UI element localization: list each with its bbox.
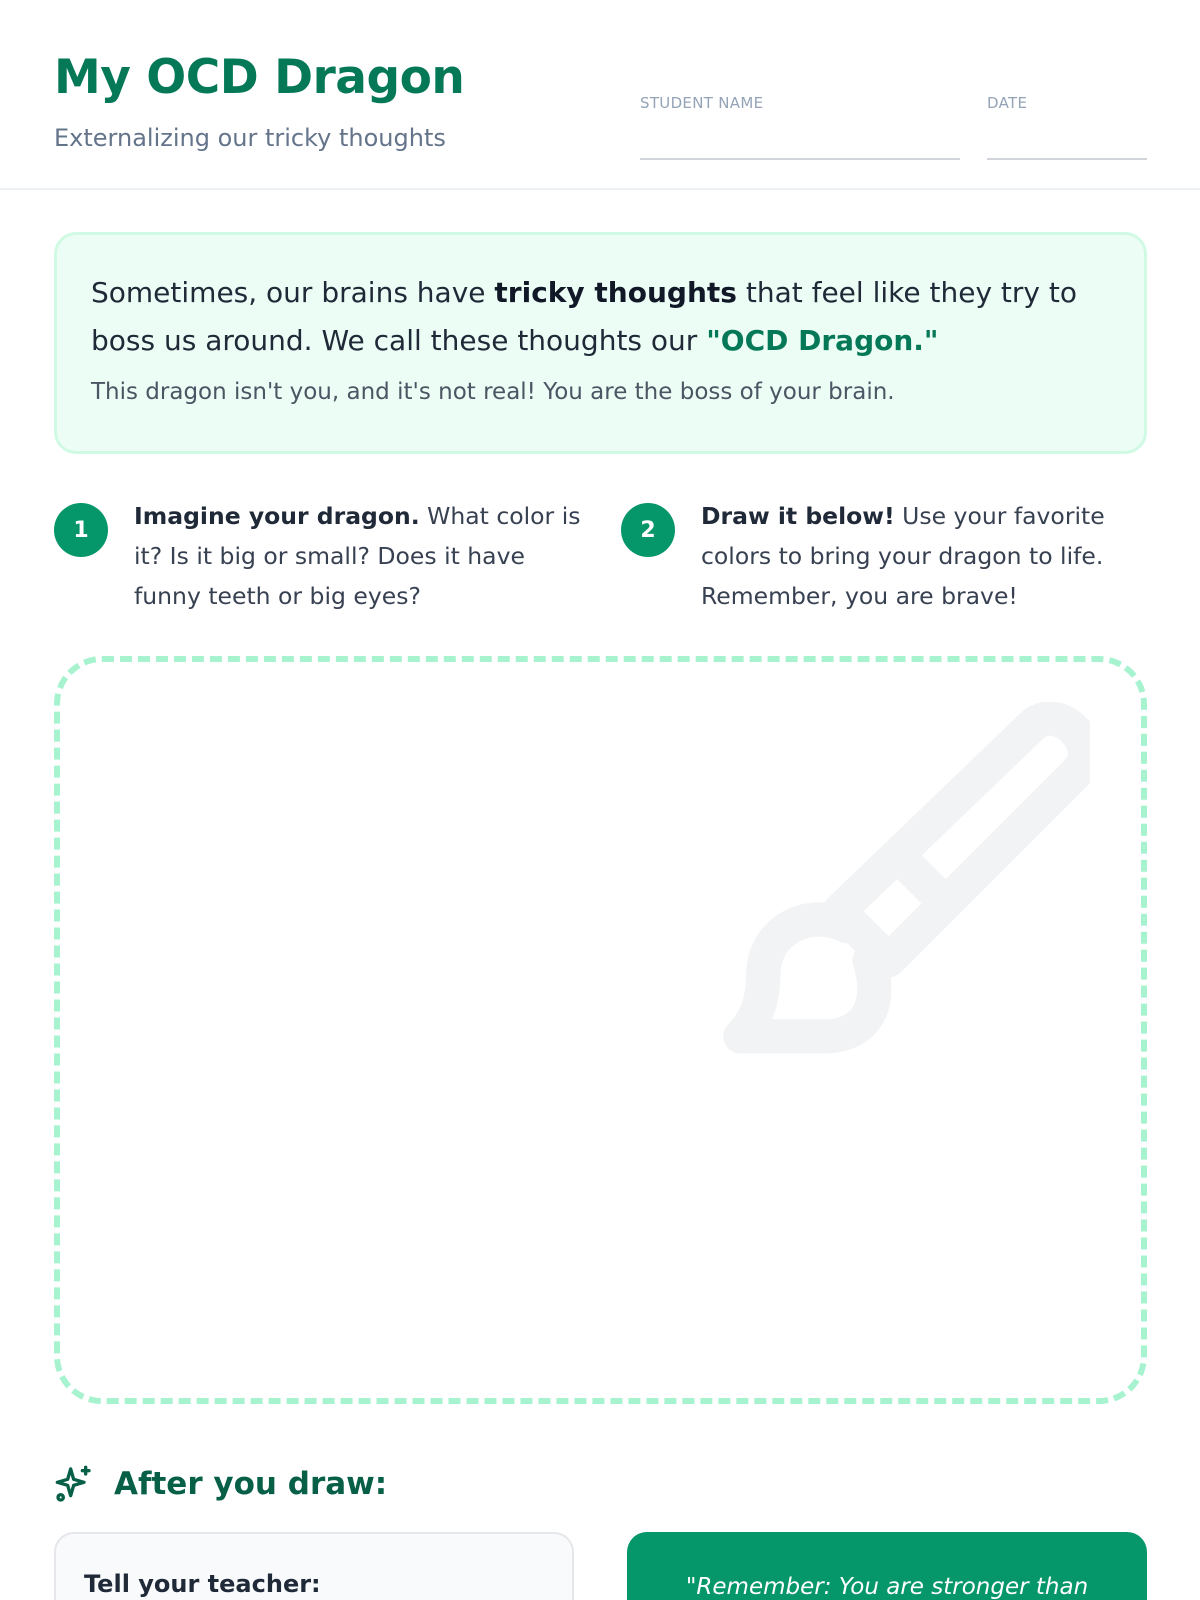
reminder-quote: "Remember: You are stronger than	[685, 1574, 1089, 1600]
step-number-badge: 1	[54, 503, 108, 557]
date-field[interactable]	[987, 94, 1147, 112]
student-name-line	[640, 158, 960, 160]
step-number-badge: 2	[621, 503, 675, 557]
student-name-label: STUDENT NAME	[640, 94, 764, 112]
intro-dragon-term: "OCD Dragon."	[706, 324, 939, 357]
paintbrush-icon	[710, 702, 1090, 1082]
intro-main-text	[91, 269, 1110, 365]
intro-bold-phrase: tricky thoughts	[494, 276, 737, 309]
step-lead: Imagine your dragon.	[134, 502, 420, 530]
step-text	[701, 496, 1151, 616]
reminder-quote-card	[627, 1532, 1147, 1600]
worksheet-header	[0, 0, 1200, 190]
page-subtitle: Externalizing our tricky thoughts	[54, 124, 446, 152]
page-title: My OCD Dragon	[54, 50, 465, 105]
step-lead: Draw it below!	[701, 502, 895, 530]
step-text	[134, 496, 584, 616]
student-name-field[interactable]	[640, 94, 960, 112]
intro-box	[54, 232, 1147, 454]
drawing-area[interactable]	[54, 656, 1147, 1404]
sparkles-icon	[54, 1464, 94, 1504]
after-title: After you draw:	[114, 1466, 388, 1502]
tell-teacher-title: Tell your teacher:	[84, 1570, 321, 1598]
intro-text-b: that feel like they try to boss us around. We call these thoughts our	[91, 276, 1077, 357]
intro-sub-text: This dragon isn't you, and it's not real! You are the boss of your brain.	[91, 379, 895, 405]
step-body: What color is it? Is it big or small? Does it have funny teeth or big eyes?	[134, 502, 581, 610]
step-body: Use your favorite colors to bring your dragon to life. Remember, you are brave!	[701, 502, 1105, 610]
tell-teacher-card	[54, 1532, 574, 1600]
intro-text-a: Sometimes, our brains have	[91, 276, 495, 309]
date-line	[987, 158, 1147, 160]
date-label: DATE	[987, 94, 1028, 112]
